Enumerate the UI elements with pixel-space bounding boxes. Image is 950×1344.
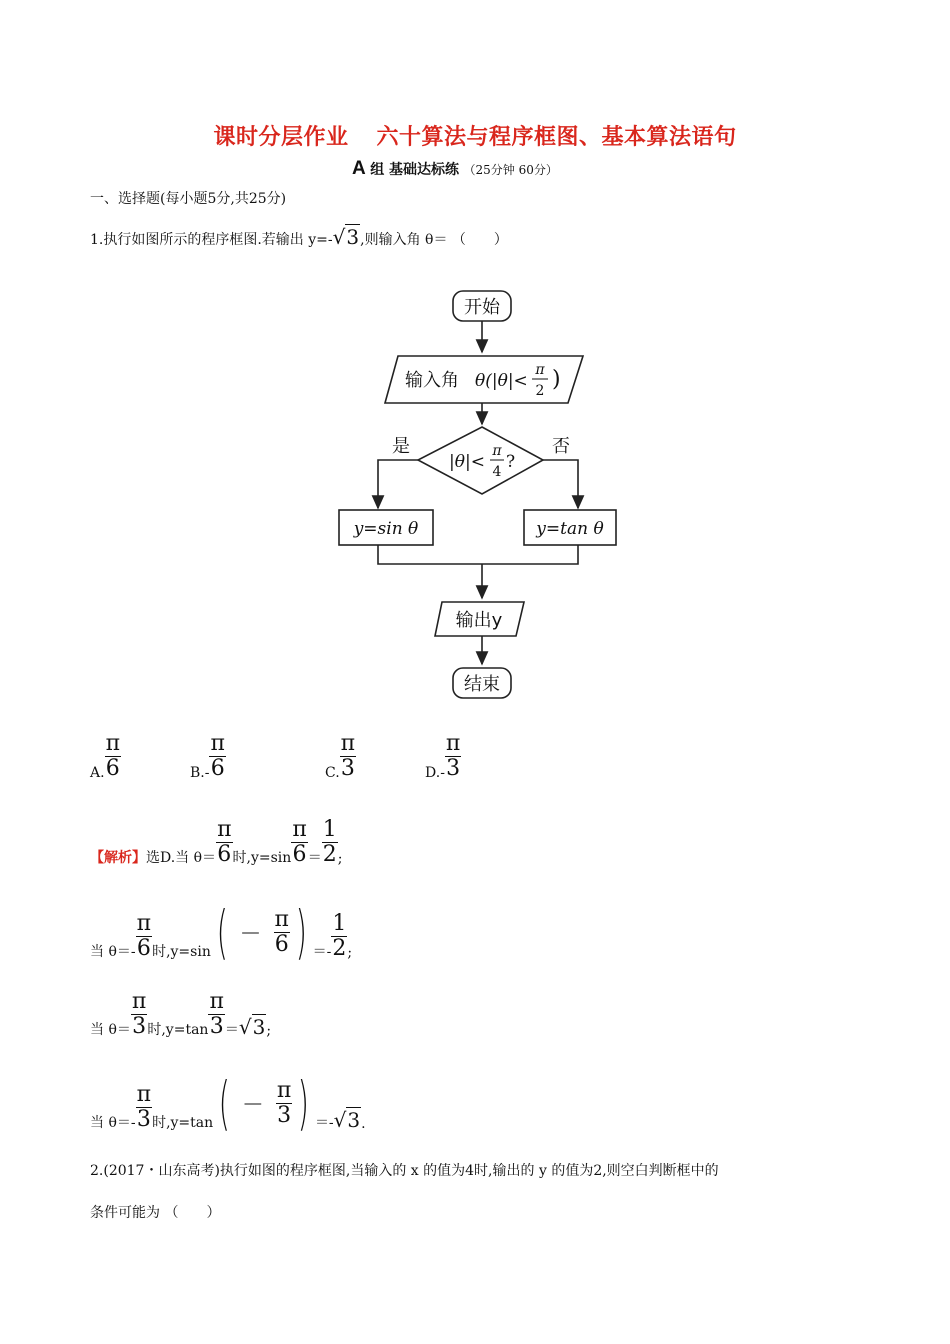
flow-merge-line [378, 545, 578, 564]
flow-input-expr: θ(|θ|< [475, 371, 528, 391]
svg-text:): ) [552, 367, 561, 392]
option-c[interactable]: C. $\frac{\pi}{3}$ [325, 731, 356, 781]
q1-text: 1.执行如图所示的程序框图.若输出 y=- [90, 232, 333, 248]
q1-text-after: ,则输入角 θ＝ （ ） [360, 232, 508, 248]
option-b[interactable]: B.- $\frac{\pi}{6}$ [190, 731, 225, 781]
solution-tag: 【解析】 [90, 850, 146, 866]
section-heading: 一、选择题(每小题5分,共25分) [90, 191, 287, 207]
solution-line-4: 当 θ＝- $\frac{\pi}{3}$ 时,y=tan( － $\frac{\pi}{3}$ ) ＝-√3. [90, 1069, 366, 1137]
flow-input-pi: π [535, 362, 545, 378]
flow-decision-q: ? [506, 452, 516, 472]
option-d[interactable]: D.- $\frac{\pi}{3}$ [425, 731, 461, 781]
flow-tan-label: y=tan θ [536, 519, 604, 539]
group-letter: A [352, 158, 366, 179]
sqrt-3: √3 [332, 225, 360, 249]
flow-decision-expr: |θ|< [449, 452, 485, 472]
flow-decision-four: 4 [492, 464, 502, 480]
flow-end-label: 结束 [464, 674, 500, 695]
group-time: （25分钟 60分） [463, 163, 558, 177]
solution-line-1: 【解析】选D.当 θ＝ $\frac{\pi}{6}$ 时,y=sin $\frac{\pi}{6}$ ＝ $\frac{1}{2}$ ; [90, 817, 343, 867]
solution-line-3: 当 θ＝ $\frac{\pi}{3}$ 时,y=tan $\frac{\pi}{3}$ ＝√3; [90, 989, 272, 1039]
flow-input-label: 输入角 [405, 370, 459, 391]
flow-yes-label: 是 [392, 436, 410, 457]
solution-line-2: 当 θ＝- $\frac{\pi}{6}$ 时,y=sin( － $\frac{\pi}{6}$ ) ＝- $\frac{1}{2}$ ; [90, 898, 353, 966]
flow-output-label: 输出y [455, 610, 503, 631]
flow-arrow-yes [378, 460, 418, 508]
flow-start-label: 开始 [464, 297, 500, 318]
group-name: 组 基础达标练 [370, 162, 460, 178]
question-2-line-2: 条件可能为 （ ） [90, 1205, 221, 1221]
question-2-line-1: 2.(2017・山东高考)执行如图的程序框图,当输入的 x 的值为4时,输出的 y 的值为2,则空白判断框中的 [90, 1163, 719, 1179]
flow-sin-label: y=sin θ [353, 519, 419, 539]
flow-arrow-no [543, 460, 578, 508]
page-title: 课时分层作业 六十算法与程序框图、基本算法语句 [213, 125, 737, 150]
flow-input-two: 2 [535, 383, 545, 399]
flow-decision-pi: π [492, 443, 502, 459]
option-a[interactable]: A. $\frac{\pi}{6}$ [90, 731, 121, 781]
flow-no-label: 否 [552, 436, 570, 457]
